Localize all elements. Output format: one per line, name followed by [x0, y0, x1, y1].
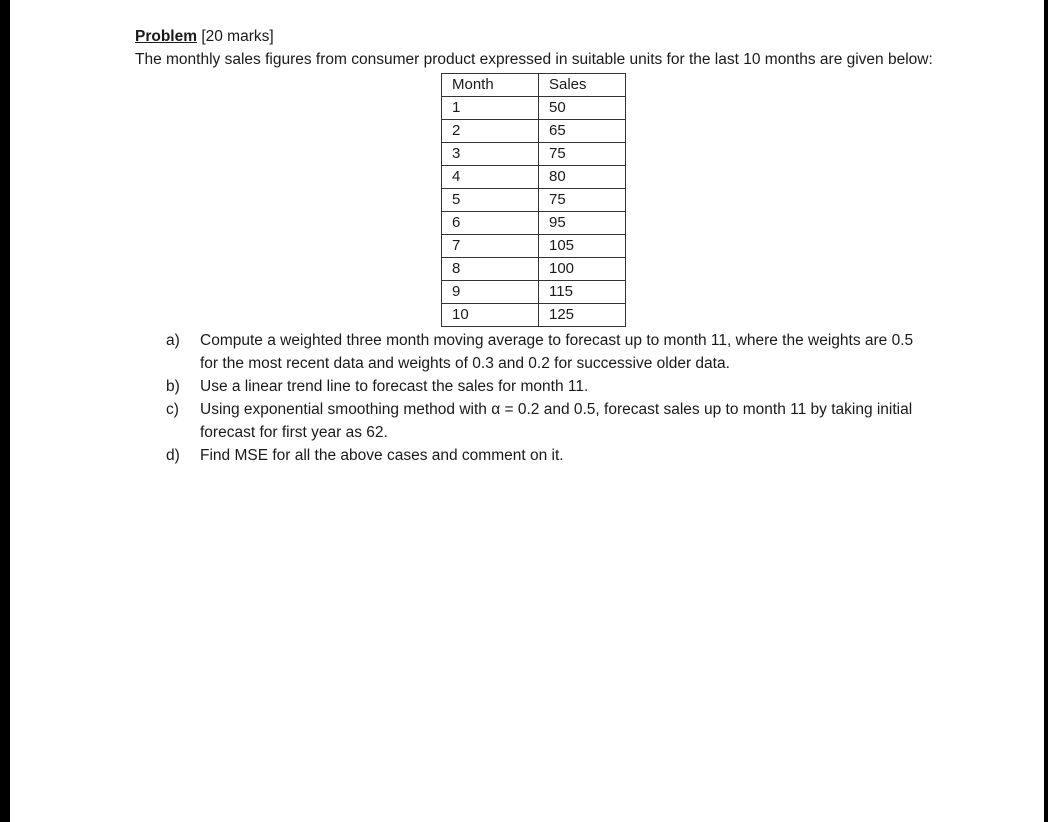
table-row	[442, 97, 626, 120]
table-row	[442, 212, 626, 235]
question-label: c)	[166, 401, 179, 418]
question-label: d)	[166, 447, 180, 464]
sales-cell: 125	[539, 304, 626, 327]
month-header: Month	[442, 74, 539, 97]
question-text: Compute a weighted three month moving average to forecast up to month 11, where the weights are 0.5 for the most recent data and weights of 0.3 and 0.2 for successive older data.	[200, 332, 914, 372]
table-row	[442, 143, 626, 166]
question-list	[135, 329, 935, 467]
sales-cell: 105	[539, 235, 626, 258]
question-label: b)	[166, 378, 180, 395]
question-label: a)	[166, 332, 180, 349]
table-row	[442, 235, 626, 258]
problem-marks: [20 marks]	[197, 28, 274, 45]
month-cell: 6	[442, 212, 539, 235]
table-row	[442, 304, 626, 327]
sales-table	[441, 73, 626, 327]
problem-content	[135, 25, 935, 467]
sales-cell: 100	[539, 258, 626, 281]
month-cell: 7	[442, 235, 539, 258]
month-cell: 2	[442, 120, 539, 143]
sales-cell: 50	[539, 97, 626, 120]
table-row	[442, 120, 626, 143]
table-row	[442, 258, 626, 281]
month-cell: 9	[442, 281, 539, 304]
sales-cell: 115	[539, 281, 626, 304]
month-cell: 10	[442, 304, 539, 327]
problem-heading	[135, 25, 935, 48]
question-text: Find MSE for all the above cases and comment on it.	[200, 447, 564, 464]
problem-intro: The monthly sales figures from consumer product expressed in suitable units for the last 10 months are given below:	[135, 51, 933, 68]
table-row	[442, 189, 626, 212]
sales-cell: 65	[539, 120, 626, 143]
table-row	[442, 281, 626, 304]
month-cell: 1	[442, 97, 539, 120]
table-row	[442, 166, 626, 189]
month-cell: 8	[442, 258, 539, 281]
table-header-row	[442, 74, 626, 97]
problem-title: Problem	[135, 28, 198, 45]
month-cell: 5	[442, 189, 539, 212]
question-item-d	[135, 444, 935, 467]
month-cell: 3	[442, 143, 539, 166]
question-text: Use a linear trend line to forecast the sales for month 11.	[200, 378, 589, 395]
question-item-c	[135, 398, 935, 444]
sales-cell: 75	[539, 189, 626, 212]
question-item-a	[135, 329, 935, 375]
document-page	[10, 0, 1044, 822]
question-text: Using exponential smoothing method with α = 0.2 and 0.5, forecast sales up to month 11 by taking initial forecast for first year as 62.	[200, 401, 913, 441]
sales-cell: 75	[539, 143, 626, 166]
sales-cell: 80	[539, 166, 626, 189]
sales-cell: 95	[539, 212, 626, 235]
question-item-b	[135, 375, 935, 398]
month-cell: 4	[442, 166, 539, 189]
sales-header: Sales	[539, 74, 626, 97]
